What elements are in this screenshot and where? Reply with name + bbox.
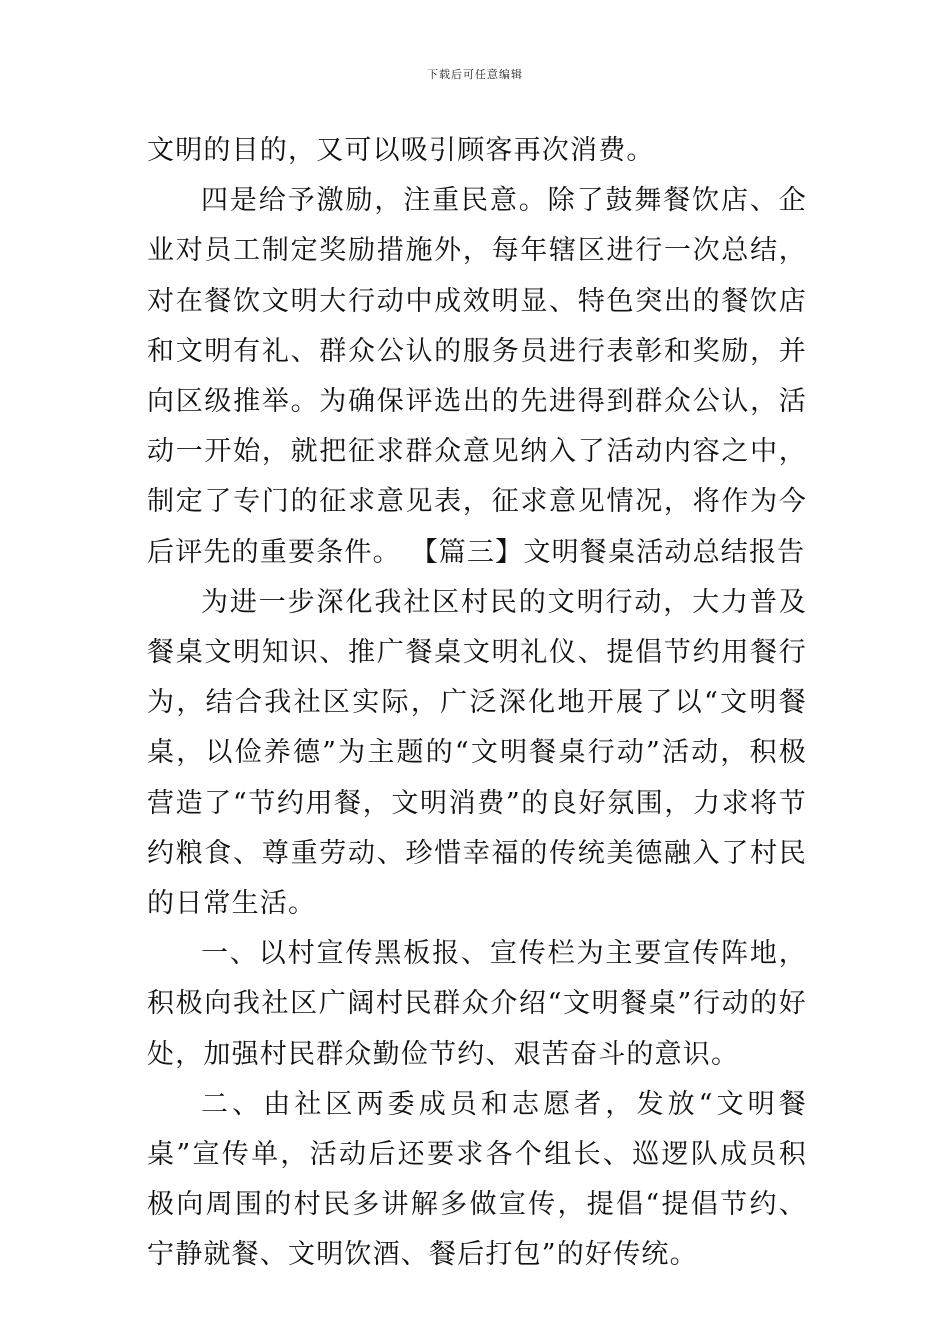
paragraph-intro: 为进一步深化我社区村民的文明行动，大力普及餐桌文明知识、推广餐桌文明礼仪、提倡节约用餐行为，结合我社区实际，广泛深化地开展了以“文明餐桌，以俭养德”为主题的“文明餐桌行动”活动，积极营造了“节约用餐，文明消费”的良好氛围，力求将节约粮食、尊重劳动、珍惜幸福的传统美德融入了村民的日常生活。 (147, 586, 807, 920)
document-body (147, 126, 807, 1281)
paragraph-continuation: 文明的目的，又可以吸引顾客再次消费。 (147, 135, 655, 166)
paragraph-point-two: 二、由社区两委成员和志愿者，发放“文明餐桌”宣传单，活动后还要求各个组长、巡逻队成员积极向周围的村民多讲解多做宣传，提倡“提倡节约、宁静就餐、文明饮酒、餐后打包”的好传统。 (147, 1088, 807, 1271)
paragraph-incentives: 四是给予激励，注重民意。除了鼓舞餐饮店、企业对员工制定奖励措施外，每年辖区进行一次总结，对在餐饮文明大行动中成效明显、特色突出的餐饮店和文明有礼、群众公认的服务员进行表彰和奖励，并向区级推举。为确保评选出的先进得到群众公认，活动一开始，就把征求群众意见纳入了活动内容之中，制定了专门的征求意见表，征求意见情况，将作为今后评先的重要条件。 【篇三】文明餐桌活动总结报告 (147, 185, 807, 568)
page-header: 下载后可任意编辑 (427, 68, 523, 81)
paragraph-point-one: 一、以村宣传黑板报、宣传栏为主要宣传阵地，积极向我社区广阔村民群众介绍“文明餐桌”行动的好处，加强村民群众勤俭节约、艰苦奋斗的意识。 (147, 938, 807, 1070)
